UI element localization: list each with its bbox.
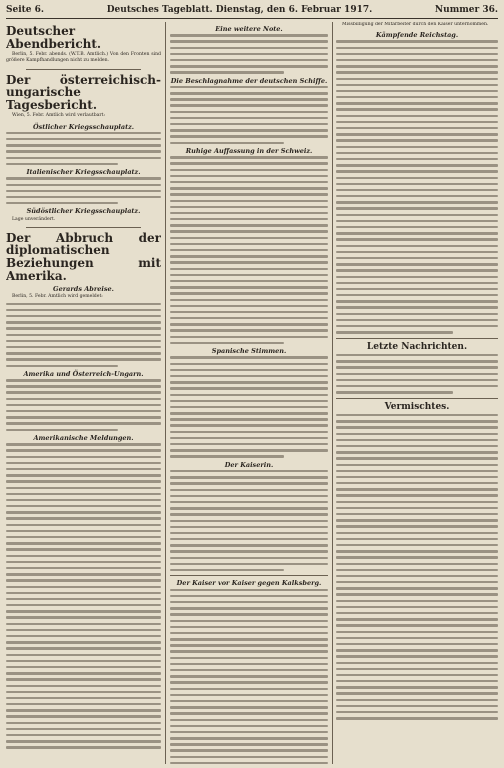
text-block	[6, 443, 161, 749]
text-block	[336, 354, 498, 394]
subheading: Amerika und Österreich-Ungarn.	[23, 369, 144, 378]
divider	[336, 398, 498, 399]
divider	[170, 575, 328, 576]
subheading: Eine weitere Note.	[215, 25, 283, 33]
column-1	[6, 22, 161, 764]
subheading: Der Kaiser vor Kaiser gegen Kalksberg.	[176, 579, 322, 588]
running-header	[6, 2, 498, 19]
subheading: Kämpfende Reichstag.	[375, 31, 459, 40]
column-2	[170, 22, 328, 764]
article-text: Berlin, 5. Febr. abends. (W.T.B. Amtlich.) Von den Fronten sind größere Kampfhandlungen nicht zu melden.	[6, 52, 161, 64]
text-block	[6, 177, 161, 204]
column-rule	[332, 22, 333, 764]
heading-vermischtes: Vermischtes.	[384, 401, 450, 412]
text-block	[170, 356, 328, 457]
text-block	[336, 414, 498, 720]
article-text: Berlin, 5. Febr. Amtlich wird gemeldet:	[12, 294, 103, 300]
subheading: Östlicher Kriegsschauplatz.	[32, 122, 135, 131]
text-block	[170, 589, 328, 764]
text-block	[6, 303, 161, 367]
heading-abendbericht: Deutscher Abendbericht.	[6, 24, 102, 51]
text-block	[170, 156, 328, 344]
page-number: Seite 6.	[6, 5, 45, 15]
column-3	[336, 22, 498, 764]
subheading: Die Beschlagnahme der deutschen Schiffe.	[170, 76, 328, 85]
subheading: Der Kaiserin.	[224, 460, 274, 469]
subheading: Amerikanische Meldungen.	[33, 434, 134, 442]
text-block	[6, 132, 161, 165]
subheading: Italienischer Kriegsschauplatz.	[26, 168, 141, 177]
text-block	[6, 379, 161, 431]
issue-number: Nummer 36.	[434, 5, 498, 15]
divider	[26, 69, 141, 70]
heading-oesterreich-bericht: Der österreichisch-ungarische Tagesbericht.	[6, 72, 161, 112]
subheading: Südöstlicher Kriegsschauplatz.	[26, 207, 141, 216]
masthead-date: Deutsches Tageblatt. Dienstag, den 6. Februar 1917.	[106, 5, 373, 15]
article-text: Missbilligung der Mitarbeiter durch den Kaiser unternommen.	[342, 22, 489, 27]
article-text: Wien, 5. Febr. Amtlich wird verlautbart:	[12, 113, 105, 119]
divider	[336, 338, 498, 339]
subheading: Gerards Abreise.	[53, 285, 114, 294]
heading-abbruch: Der Abbruch der diplomatischen Beziehungen mit Amerika.	[6, 230, 161, 283]
subheading: Ruhige Auffassung in der Schweiz.	[185, 147, 313, 155]
column-rule	[165, 22, 166, 764]
text-block	[336, 40, 498, 333]
text-block	[170, 34, 328, 74]
text-block	[170, 86, 328, 144]
subheading: Spanische Stimmen.	[211, 347, 287, 356]
text-block	[170, 470, 328, 571]
divider	[26, 227, 141, 228]
article-text: Lage unverändert.	[12, 216, 56, 222]
heading-letzte-nachrichten: Letzte Nachrichten.	[366, 341, 468, 352]
